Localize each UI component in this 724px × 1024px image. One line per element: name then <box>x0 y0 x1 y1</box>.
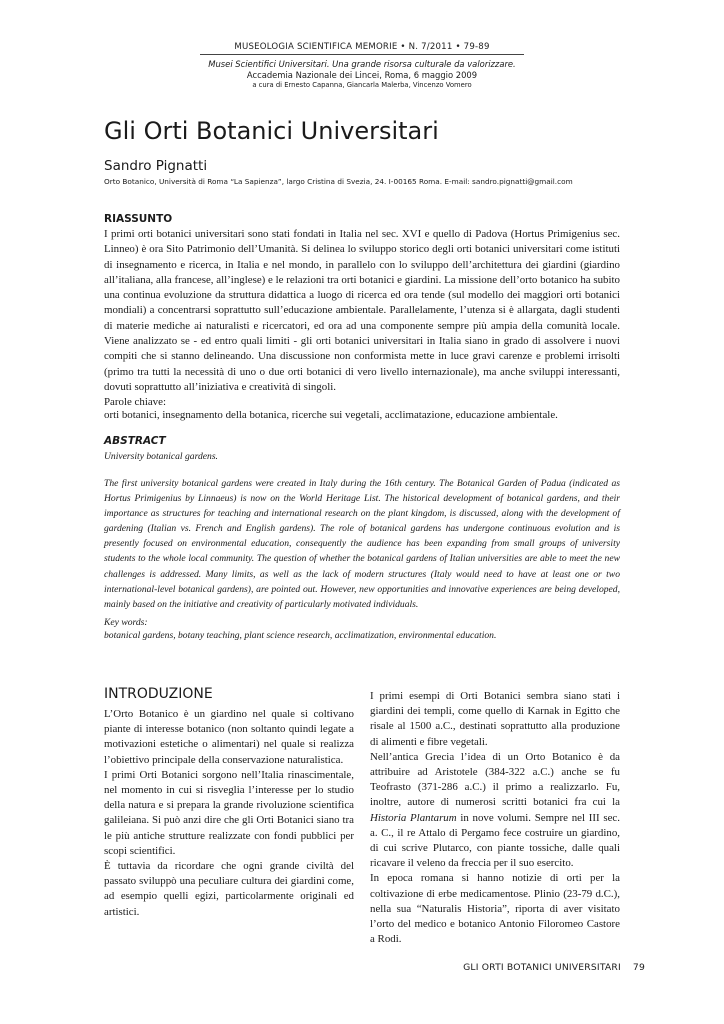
article-title: Gli Orti Botanici Universitari <box>104 117 439 145</box>
parole-chiave-label: Parole chiave: <box>104 396 166 408</box>
paragraph: I primi esempi di Orti Botanici sembra siano stati i giardini dei templi, come quello di Karnak in Egitto che risale al 1500 a.C., destinati soprattutto alla produzione di alimenti e fibre vegetali. <box>370 690 620 748</box>
author-affiliation: Orto Botanico, Università di Roma “La Sapienza”, largo Cristina di Svezia, 24. I-00165 Roma. E-mail: sandro.pignatti@gmail.com <box>104 177 573 186</box>
page-number: 79 <box>632 962 645 973</box>
abstract-body: The first university botanical gardens were created in Italy during the 16th century. The Botanical Garden of Padua (indicated as Hortus Primigenius by Linnaeus) is now on the World Heritage List. The historical development of botanical gardens, and their importance as structures for teaching and international research on the plant kingdom, is discussed, along with the development of gardening (Italian vs. French and English gardens). The role of botanical gardens has undergone continuous evolution and is presently focused on environmental education, consequently the audience has been expanding from small groups of university students to the whole local community. The question of whether the botanical gardens of Italian universities are able to meet the new challenges is addressed. Many limits, as well as the lack of modern structures (Italy would need to have at least one or two international-level botanical gardens), are pointed out. However, new opportunities and innovative experiences are being developed, mainly based on the initiative and creativity of particularly motivated individuals. <box>104 478 620 610</box>
paragraph <box>370 750 620 872</box>
paragraph: In epoca romana si hanno notizie di orti per la coltivazione di erbe medicamentose. Plinio (23-79 d.C.), nella sua “Naturalis Historia”, riporta di aver visitato l’orto del medico e botanico Antonio Filoromeo Castore a Rodi. <box>370 872 620 946</box>
volume-title: Musei Scientifici Universitari. Una grande risorsa culturale da valorizzare. <box>208 59 516 69</box>
abstract-heading: ABSTRACT <box>104 435 166 447</box>
journal-header <box>200 42 524 89</box>
page-footer <box>463 962 645 973</box>
key-words-label: Key words: <box>104 617 148 628</box>
venue: Accademia Nazionale dei Lincei, Roma, 6 maggio 2009 <box>246 70 478 80</box>
running-title: GLI ORTI BOTANICI UNIVERSITARI <box>463 962 621 973</box>
book-title: Historia Plantarum <box>370 811 457 824</box>
paragraph-text: in nove volumi. Sempre nel III sec. a. C., il re Attalo di Pergamo fece costruire un giardino, di cui scrive Plutarco, con piante tossiche, dalle quali ricavare il veleno da freccia per il suo esercito. <box>370 811 620 870</box>
editors: a cura di Ernesto Capanna, Giancarla Malerba, Vincenzo Vomero <box>252 81 472 89</box>
paragraph-text: Nell’antica Grecia l’idea di un Orto Botanico è da attribuire ad Aristotele (384-322 a.C.) anche se fu Teofrasto (371-286 a.C.) il primo a realizzarlo. Fu, inoltre, autore di numerosi scritti botanici fra cui la <box>370 750 620 809</box>
journal-citation: MUSEOLOGIA SCIENTIFICA MEMORIE • N. 7/2011 • 79-89 <box>200 42 524 55</box>
paragraph: È tuttavia da ricordare che ogni grande civiltà del passato sviluppò una peculiare cultura dei giardini come, ad esempio quelli egizi, particolarmente originali ed artistici. <box>104 860 354 918</box>
riassunto-body: I primi orti botanici universitari sono stati fondati in Italia nel sec. XVI e quello di Padova (Hortus Primigenius sec. Linneo) è ora Sito Patrimonio dell’Umanità. Si delinea lo sviluppo storico degli orti botanici universitari come istituti di insegnamento e ricerca, in Italia e nel mondo, in parallelo con lo sviluppo dell’architettura dei giardini (giardino all’italiana, alla francese, all’inglese) e le relazioni tra orti botanici e giardini. La missione dell’orto botanico ha subito una continua evoluzione da struttura didattica a luogo di ricerca ed ora tende (sul modello dei maggiori orti botanici mondiali) a concentrarsi soprattutto sull’educazione ambientale. Parallelamente, l’utenza si è allargata, dagli studenti di materie mediche ai naturalisti e ricercatori, ed ora ad una componente sempre più ampia della comunità locale. Viene analizzato se - ed entro quali limiti - gli orti botanici universitari in Italia siano in grado di assolvere i nuovi compiti che si stanno delineando. Una discussione non conformista mette in luce gravi carenze e problemi irrisolti (primo tra tutti la necessità di uno o due orti botanici di vero livello internazionale), ma anche sviluppi interessanti, dovuti soprattutto all’iniziativa e creatività di singoli. <box>104 228 620 393</box>
right-column <box>370 689 620 947</box>
paragraph: L’Orto Botanico è un giardino nel quale si coltivano piante di interesse botanico (non soltanto quindi legate a motivazioni estetiche o alimentari) nel quale si realizza l’obiettivo principale della conservazione naturalistica. <box>104 708 354 766</box>
introduzione-heading: INTRODUZIONE <box>104 686 213 702</box>
author-name: Sandro Pignatti <box>104 158 208 174</box>
parole-chiave: orti botanici, insegnamento della botanica, ricerche sui vegetali, acclimatazione, educazione ambientale. <box>104 409 558 421</box>
left-column <box>104 707 354 920</box>
key-words: botanical gardens, botany teaching, plant science research, acclimatization, environmental education. <box>104 630 497 641</box>
paragraph: I primi Orti Botanici sorgono nell’Italia rinascimentale, nel momento in cui si risveglia l’interesse per lo studio della natura e si prepara la grande rivoluzione scientifica galileiana. Si può anzi dire che gli Orti Botanici siano tra le più antiche strutture realizzate con fondi pubblici per scopi scientifici. <box>104 768 354 857</box>
abstract-subtitle: University botanical gardens. <box>104 451 218 462</box>
riassunto-heading: RIASSUNTO <box>104 213 173 225</box>
